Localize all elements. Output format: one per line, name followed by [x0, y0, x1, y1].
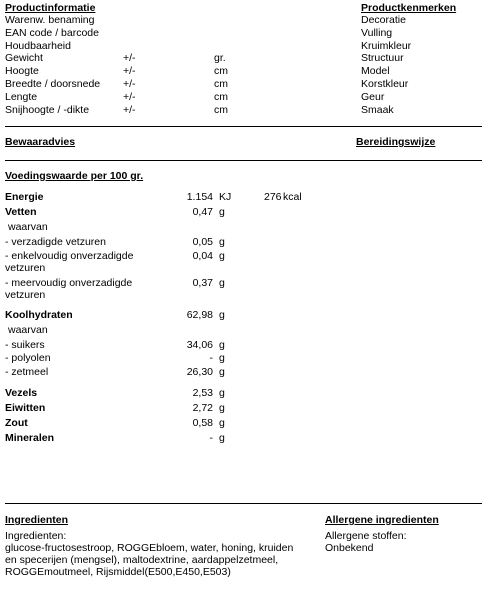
nutrition-value: 62,98	[186, 309, 213, 321]
product-info-tolerance: +/-	[123, 65, 136, 78]
product-feature-item: Korstkleur	[361, 78, 409, 90]
nutrition-value: 0,05	[192, 236, 213, 248]
product-info-unit: gr.	[214, 52, 226, 65]
nutrition-value: -	[209, 352, 213, 364]
nutrition-unit: g	[219, 339, 225, 351]
product-info-label: Houdbaarheid	[5, 39, 71, 52]
nutrition-heading: Voedingswaarde per 100 gr.	[5, 170, 144, 182]
nutrition-value: 2,53	[192, 387, 213, 399]
nutrition-value: 26,30	[186, 366, 213, 378]
nutrition-label: Vetten	[5, 206, 37, 218]
nutrition-unit: g	[219, 206, 225, 218]
nutrition-value: 0,37	[192, 277, 213, 289]
product-feature-item: Vulling	[361, 26, 393, 39]
product-info-tolerance: +/-	[123, 52, 136, 65]
allergens-value: Onbekend	[325, 542, 374, 554]
product-info-unit: cm	[214, 103, 228, 116]
allergens-heading: Allergene ingredienten	[325, 514, 439, 526]
product-info-tolerance: +/-	[123, 78, 136, 90]
nutrition-value: 0,58	[192, 417, 213, 429]
nutrition-label: Eiwitten	[5, 402, 46, 414]
nutrition-label: Mineralen	[5, 432, 55, 444]
nutrition-extra-unit: kcal	[283, 191, 302, 203]
preparation-heading: Bereidingswijze	[356, 136, 436, 148]
product-feature-item: Model	[361, 65, 390, 78]
ingredients-text: glucose-fructosestroop, ROGGEbloem, water, honing, kruiden en specerijen (mengsel), maltodextrine, aardappelzetmeel, ROGGEmoutmeel, Rijsmiddel(E500,E450,E503)	[5, 542, 294, 578]
storage-heading: Bewaaradvies	[5, 136, 76, 148]
product-feature-item: Decoratie	[361, 14, 406, 26]
nutrition-label: - enkelvoudig onverzadigde vetzuren	[5, 250, 134, 274]
nutrition-label: Koolhydraten	[5, 309, 73, 321]
nutrition-unit: g	[219, 236, 225, 248]
nutrition-value: 0,47	[192, 206, 213, 218]
nutrition-label: - zetmeel	[5, 366, 49, 378]
nutrition-value: -	[209, 432, 213, 444]
nutrition-unit: g	[219, 277, 225, 289]
nutrition-value: 0,04	[192, 250, 213, 262]
section-divider	[5, 160, 482, 161]
product-info-label: EAN code / barcode	[5, 26, 99, 39]
nutrition-extra-value: 276	[264, 191, 282, 203]
allergens-label: Allergene stoffen:	[325, 530, 407, 542]
product-info-unit: cm	[214, 78, 228, 90]
product-feature-item: Kruimkleur	[361, 39, 412, 52]
nutrition-unit: g	[219, 402, 225, 414]
nutrition-unit: g	[219, 432, 225, 444]
nutrition-label: - meervoudig onverzadigde vetzuren	[5, 277, 133, 301]
nutrition-unit: g	[219, 417, 225, 429]
product-info-label: Gewicht	[5, 52, 43, 65]
nutrition-unit: g	[219, 387, 225, 399]
product-feature-item: Structuur	[361, 52, 404, 65]
nutrition-label: - verzadigde vetzuren	[5, 236, 106, 248]
nutrition-value: 1.154	[186, 191, 213, 203]
nutrition-label: Zout	[5, 417, 28, 429]
nutrition-unit: g	[219, 352, 225, 364]
product-info-label: Warenw. benaming	[5, 14, 95, 26]
nutrition-label: - suikers	[5, 339, 45, 351]
nutrition-label: waarvan	[8, 221, 48, 233]
nutrition-value: 34,06	[186, 339, 213, 351]
product-info-label: Breedte / doorsnede	[5, 78, 101, 90]
nutrition-unit: g	[219, 250, 225, 262]
product-info-label: Snijhoogte / -dikte	[5, 103, 90, 116]
product-feature-item: Geur	[361, 90, 385, 103]
product-feature-item: Smaak	[361, 103, 394, 116]
nutrition-label: Vezels	[5, 387, 38, 399]
nutrition-label: Energie	[5, 191, 44, 203]
product-info-unit: cm	[214, 90, 228, 103]
nutrition-unit: KJ	[219, 191, 232, 203]
product-info-label: Hoogte	[5, 65, 39, 78]
product-info-tolerance: +/-	[123, 90, 136, 103]
product-info-label: Lengte	[5, 90, 38, 103]
nutrition-value: 2,72	[192, 402, 213, 414]
product-info-tolerance: +/-	[123, 103, 136, 116]
ingredients-heading: Ingredienten	[5, 514, 69, 526]
product-features-heading: Productkenmerken	[361, 2, 457, 14]
nutrition-label: waarvan	[8, 324, 48, 336]
product-info-unit: cm	[214, 65, 228, 78]
section-divider	[5, 503, 482, 504]
ingredients-label: Ingredienten:	[5, 530, 67, 542]
nutrition-unit: g	[219, 309, 225, 321]
product-info-heading: Productinformatie	[5, 2, 96, 14]
section-divider	[5, 126, 482, 127]
nutrition-label: - polyolen	[5, 352, 51, 364]
nutrition-unit: g	[219, 366, 225, 378]
